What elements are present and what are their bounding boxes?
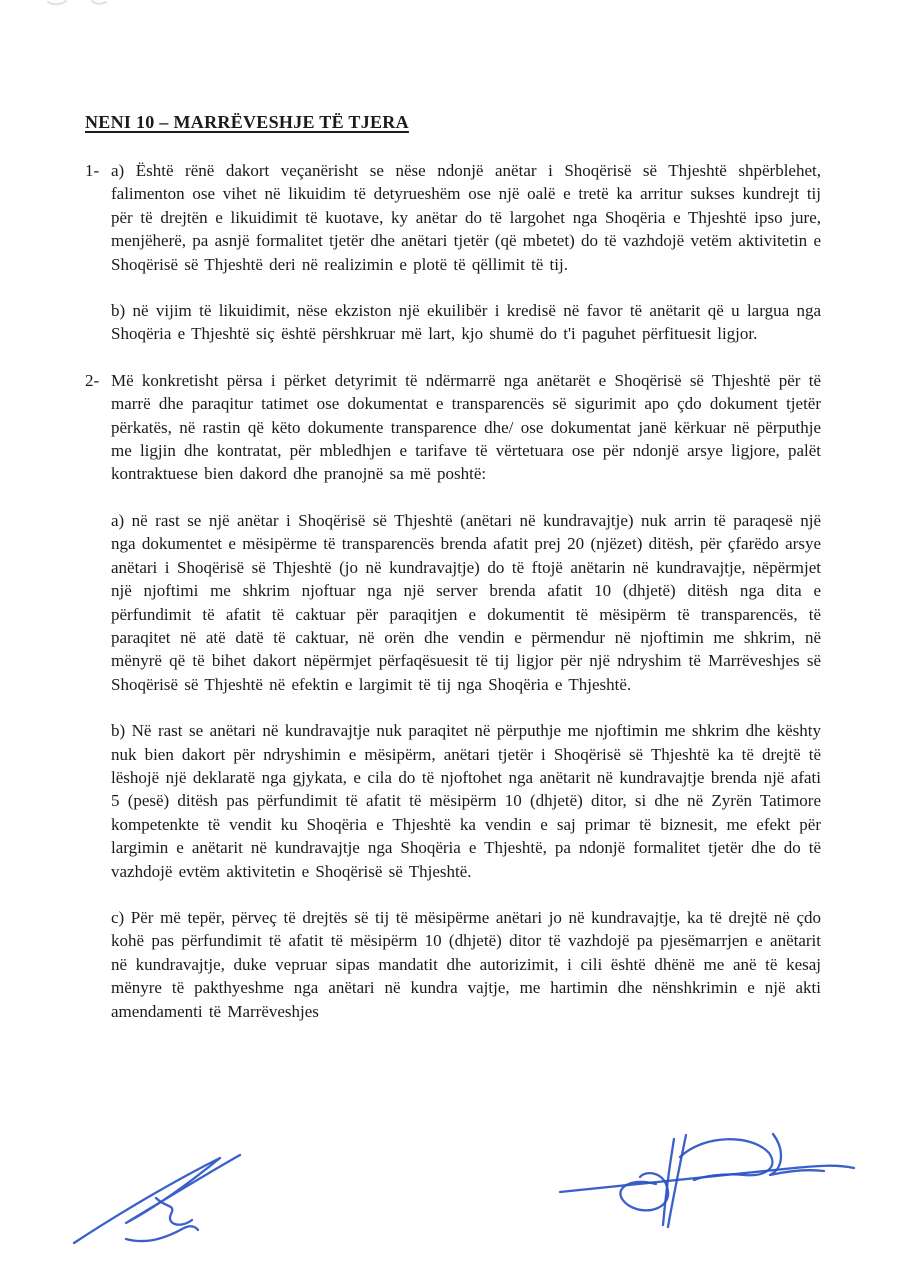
signature-left-ink xyxy=(68,1146,268,1254)
paragraph-1b: b) në vijim të likuidimit, nëse ekziston një ekuilibër i kredisë në favor të anëtarit që u largua nga Shoqëria e Thjeshtë siç është përshkruar më lart, kjo shumë do t'i paguhet përfituesit ligjor. xyxy=(111,301,821,344)
paragraph-2b: b) Në rast se anëtari në kundravajtje nuk paraqitet në përputhje me njoftimin me shkrim dhe kështy nuk bien dakort për ndryshimin e mësipërm, anëtari tjetër i Shoqërisë së Thjeshtë ka të drejtë të lëshojë një deklaratë nga gjykata, e cila do të njoftohet nga anëtarit në kundravajtje brenda një afati 5 (pesë) ditësh pas përfundimit të afatit të mësipërm 10 (dhjetë) ditor, si dhe në Zyrën Tatimore kompetenkte të vendit ku Shoqëria e Thjeshtë ka vendin e saj primar të biznesit, me efekt për largimin e anëtarit në kundravajtje nga Shoqëria e Thjeshtë, pa ndonjë formalitet tjetër dhe do të vazhdojë evtëm aktivitetin e Shoqërisë së Thjeshtë. xyxy=(111,721,821,881)
paragraph-2-intro: Më konkretisht përsa i përket detyrimit të ndërmarrë nga anëtarët e Shoqërisë së Thjeshtë për të marrë dhe paraqitur tatimet ose dokumentat e transparencës së sigurimit apo çdo dokument tjetër përkatës, në rastin që këto dokumente transparence dhe/ ose dokumentat janë kërkuar në përputhje me ligjin dhe kontratat, për mbledhjen e tarifave të vërtetuara ose për ndonjë arsye ligjore, palët kontraktuese bien dakord dhe pranojnë sa më poshtë: xyxy=(111,370,821,484)
document-content xyxy=(85,112,821,1046)
list-marker: 2- xyxy=(85,370,100,390)
paragraph-2a: a) në rast se një anëtar i Shoqërisë së Thjeshtë (anëtari në kundravajtje) nuk arrin të paraqesë një nga dokumentet e mësipërme të transparencës brenda afatit prej 20 (njëzet) ditësh, për çfarëdo arsye anëtari i Shoqërisë së Thjeshtë (jo në kundravajtje) do të ftojë anëtarin në kundravajtje, nëpërmjet një njoftimi me shkrim njoftuar nga një server brenda afatit 10 (dhjetë) ditësh nga dita e përfundimit të afatit të caktuar për paraqitjen e dokumentit të mësipërm të transparencës, të paraqitet në atë datë të caktuar, në orën dhe vendin e përmendur në njoftimin me shkrim, në mënyrë që të bihet dakort nëpërmjet përfaqësuesit të tij ligjor për një ndryshim të Marrëveshjes së Shoqërisë së Thjeshtë në efektin e largimit të tij nga Shoqëria e Thjeshtë. xyxy=(111,510,821,694)
section-1 xyxy=(85,159,821,346)
signature-right-ink xyxy=(554,1124,864,1239)
section-1-body xyxy=(111,159,821,346)
list-marker: 1- xyxy=(85,161,100,180)
scan-artifact xyxy=(30,0,250,22)
section-2-body xyxy=(111,369,821,1023)
page-title: NENI 10 – MARRËVESHJE TË TJERA xyxy=(85,112,409,132)
paragraph-1a: a) Është rënë dakort veçanërisht se nëse ndonjë anëtar i Shoqërisë së Thjeshtë shpërblehet, falimenton ose vihet në likuidim të detyrueshëm ose një oalë e tretë ka arritur sukses kundrejt tij për të drejtën e likuidimit të kuotave, ky anëtar do të largohet nga Shoqëria e Thjeshtë ipso jure, menjëherë, pa asnjë formalitet tjetër dhe anëtari tjetër (që mbetet) do të vazhdojë vetëm aktivitetin e Shoqërisë së Thjeshtë deri në realizimin e plotë të qëllimit të tij. xyxy=(111,161,821,274)
paragraph-2c: c) Për më tepër, përveç të drejtës së tij të mësipërme anëtari jo në kundravajtje, ka të drejtë në çdo kohë pas përfundimit të afatit të mësipërm 10 (dhjetë) ditor të vazhdojë pa pjesëmarrjen e anëtarit në kundravajtje, duke vepruar sipas mandatit dhe autorizimit, i cili është dhënë me anë të kesaj mënyre të pakthyeshme nga anëtari në kundra vajtje, me hartimin dhe nënshkrimin e një akti amendamenti të Marrëveshjes xyxy=(111,907,821,1021)
section-2 xyxy=(85,369,821,1023)
